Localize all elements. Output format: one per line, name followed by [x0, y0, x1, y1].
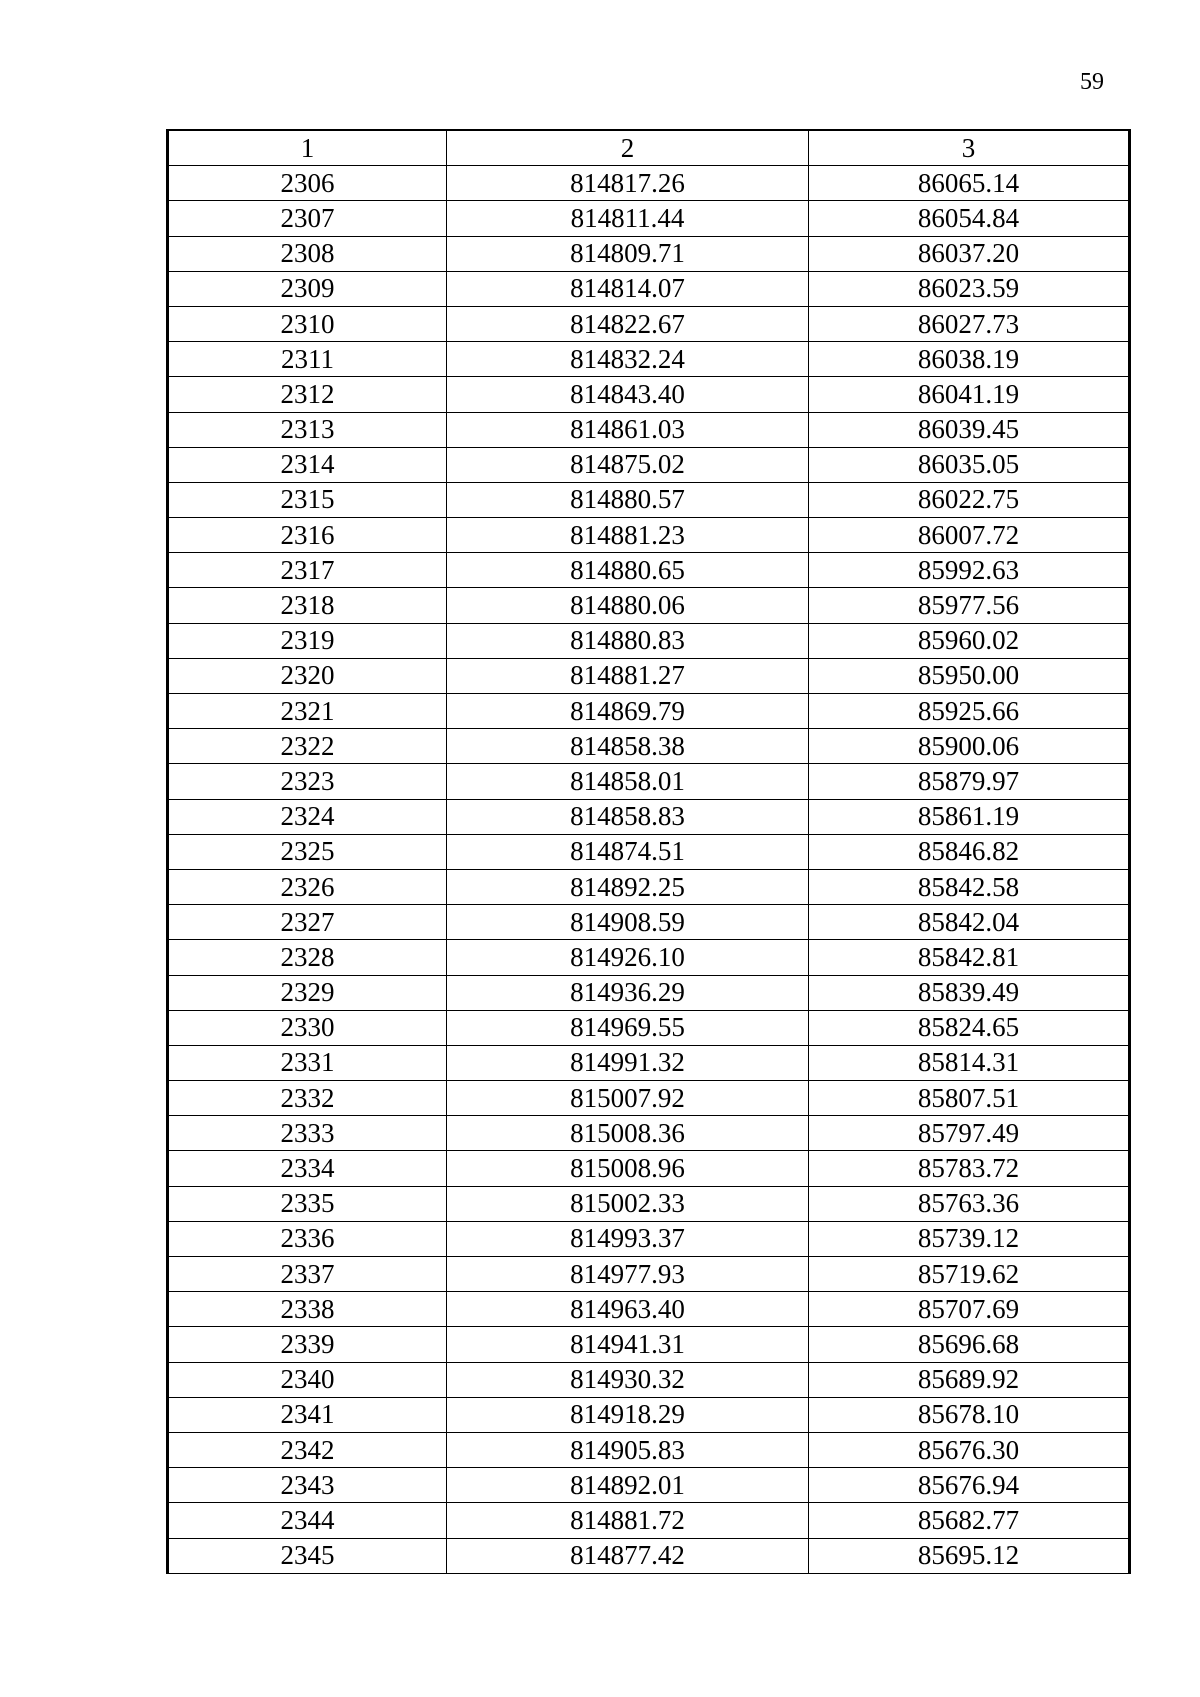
- x-coordinate-cell: 814869.79: [447, 694, 809, 729]
- x-coordinate-cell: 814881.23: [447, 518, 809, 553]
- x-coordinate-cell: 814875.02: [447, 447, 809, 482]
- table-row: [168, 447, 1130, 482]
- x-coordinate-cell: 814892.01: [447, 1468, 809, 1503]
- point-number-cell: 2322: [168, 729, 447, 764]
- y-coordinate-cell: 85696.68: [809, 1327, 1130, 1362]
- x-coordinate-cell: 814858.01: [447, 764, 809, 799]
- x-coordinate-cell: 815008.96: [447, 1151, 809, 1186]
- x-coordinate-cell: 814877.42: [447, 1538, 809, 1573]
- table-row: [168, 1151, 1130, 1186]
- table-row: [168, 940, 1130, 975]
- x-coordinate-cell: 814892.25: [447, 869, 809, 904]
- y-coordinate-cell: 85814.31: [809, 1045, 1130, 1080]
- x-coordinate-cell: 814941.31: [447, 1327, 809, 1362]
- x-coordinate-cell: 814969.55: [447, 1010, 809, 1045]
- table-row: [168, 482, 1130, 517]
- table-row: [168, 412, 1130, 447]
- x-coordinate-cell: 815002.33: [447, 1186, 809, 1221]
- y-coordinate-cell: 86039.45: [809, 412, 1130, 447]
- y-coordinate-cell: 86035.05: [809, 447, 1130, 482]
- table-row: [168, 834, 1130, 869]
- y-coordinate-cell: 85842.81: [809, 940, 1130, 975]
- x-coordinate-cell: 814908.59: [447, 905, 809, 940]
- x-coordinate-cell: 814936.29: [447, 975, 809, 1010]
- table-row: [168, 342, 1130, 377]
- point-number-cell: 2336: [168, 1221, 447, 1256]
- point-number-cell: 2317: [168, 553, 447, 588]
- point-number-cell: 2310: [168, 306, 447, 341]
- y-coordinate-cell: 85707.69: [809, 1292, 1130, 1327]
- table-row: [168, 1257, 1130, 1292]
- point-number-cell: 2339: [168, 1327, 447, 1362]
- y-coordinate-cell: 85839.49: [809, 975, 1130, 1010]
- y-coordinate-cell: 86027.73: [809, 306, 1130, 341]
- page-number: 59: [1080, 69, 1104, 95]
- table-row: [168, 1432, 1130, 1467]
- x-coordinate-cell: 814858.38: [447, 729, 809, 764]
- x-coordinate-cell: 814811.44: [447, 201, 809, 236]
- table-row: [168, 1186, 1130, 1221]
- table-row: [168, 623, 1130, 658]
- table-row: [168, 201, 1130, 236]
- column-header-1: 1: [168, 130, 447, 166]
- point-number-cell: 2311: [168, 342, 447, 377]
- x-coordinate-cell: 814809.71: [447, 236, 809, 271]
- point-number-cell: 2338: [168, 1292, 447, 1327]
- point-number-cell: 2309: [168, 271, 447, 306]
- table-row: [168, 236, 1130, 271]
- x-coordinate-cell: 814880.83: [447, 623, 809, 658]
- point-number-cell: 2306: [168, 166, 447, 201]
- x-coordinate-cell: 814880.06: [447, 588, 809, 623]
- x-coordinate-cell: 814822.67: [447, 306, 809, 341]
- table-row: [168, 588, 1130, 623]
- point-number-cell: 2324: [168, 799, 447, 834]
- point-number-cell: 2341: [168, 1397, 447, 1432]
- point-number-cell: 2334: [168, 1151, 447, 1186]
- y-coordinate-cell: 85763.36: [809, 1186, 1130, 1221]
- y-coordinate-cell: 86041.19: [809, 377, 1130, 412]
- x-coordinate-cell: 814843.40: [447, 377, 809, 412]
- y-coordinate-cell: 85960.02: [809, 623, 1130, 658]
- point-number-cell: 2330: [168, 1010, 447, 1045]
- point-number-cell: 2326: [168, 869, 447, 904]
- x-coordinate-cell: 814817.26: [447, 166, 809, 201]
- y-coordinate-cell: 86038.19: [809, 342, 1130, 377]
- point-number-cell: 2313: [168, 412, 447, 447]
- y-coordinate-cell: 85676.94: [809, 1468, 1130, 1503]
- y-coordinate-cell: 85783.72: [809, 1151, 1130, 1186]
- x-coordinate-cell: 815007.92: [447, 1081, 809, 1116]
- y-coordinate-cell: 85682.77: [809, 1503, 1130, 1538]
- point-number-cell: 2332: [168, 1081, 447, 1116]
- y-coordinate-cell: 85824.65: [809, 1010, 1130, 1045]
- x-coordinate-cell: 814880.65: [447, 553, 809, 588]
- table-row: [168, 694, 1130, 729]
- point-number-cell: 2318: [168, 588, 447, 623]
- x-coordinate-cell: 814926.10: [447, 940, 809, 975]
- column-header-2: 2: [447, 130, 809, 166]
- table-row: [168, 975, 1130, 1010]
- table-row: [168, 905, 1130, 940]
- x-coordinate-cell: 814905.83: [447, 1432, 809, 1467]
- table-row: [168, 1538, 1130, 1573]
- point-number-cell: 2319: [168, 623, 447, 658]
- x-coordinate-cell: 814930.32: [447, 1362, 809, 1397]
- x-coordinate-cell: 814880.57: [447, 482, 809, 517]
- table-row: [168, 1468, 1130, 1503]
- x-coordinate-cell: 814814.07: [447, 271, 809, 306]
- point-number-cell: 2321: [168, 694, 447, 729]
- table-row: [168, 306, 1130, 341]
- x-coordinate-cell: 814832.24: [447, 342, 809, 377]
- table-row: [168, 553, 1130, 588]
- point-number-cell: 2327: [168, 905, 447, 940]
- point-number-cell: 2335: [168, 1186, 447, 1221]
- point-number-cell: 2315: [168, 482, 447, 517]
- point-number-cell: 2307: [168, 201, 447, 236]
- y-coordinate-cell: 86037.20: [809, 236, 1130, 271]
- point-number-cell: 2323: [168, 764, 447, 799]
- point-number-cell: 2328: [168, 940, 447, 975]
- table-row: [168, 271, 1130, 306]
- x-coordinate-cell: 815008.36: [447, 1116, 809, 1151]
- x-coordinate-cell: 814874.51: [447, 834, 809, 869]
- table-row: [168, 1397, 1130, 1432]
- table-row: [168, 1292, 1130, 1327]
- point-number-cell: 2343: [168, 1468, 447, 1503]
- table-row: [168, 1081, 1130, 1116]
- table-row: [168, 1327, 1130, 1362]
- table-body: [168, 166, 1130, 1574]
- y-coordinate-cell: 85719.62: [809, 1257, 1130, 1292]
- y-coordinate-cell: 85925.66: [809, 694, 1130, 729]
- table-row: [168, 1362, 1130, 1397]
- y-coordinate-cell: 85842.58: [809, 869, 1130, 904]
- table-header-row: [168, 130, 1130, 166]
- x-coordinate-cell: 814858.83: [447, 799, 809, 834]
- y-coordinate-cell: 86023.59: [809, 271, 1130, 306]
- point-number-cell: 2345: [168, 1538, 447, 1573]
- table-row: [168, 166, 1130, 201]
- table-row: [168, 1503, 1130, 1538]
- point-number-cell: 2340: [168, 1362, 447, 1397]
- table-row: [168, 869, 1130, 904]
- x-coordinate-cell: 814918.29: [447, 1397, 809, 1432]
- y-coordinate-cell: 85900.06: [809, 729, 1130, 764]
- x-coordinate-cell: 814861.03: [447, 412, 809, 447]
- point-number-cell: 2320: [168, 658, 447, 693]
- x-coordinate-cell: 814881.27: [447, 658, 809, 693]
- y-coordinate-cell: 85678.10: [809, 1397, 1130, 1432]
- table-row: [168, 1045, 1130, 1080]
- point-number-cell: 2325: [168, 834, 447, 869]
- table-row: [168, 377, 1130, 412]
- point-number-cell: 2342: [168, 1432, 447, 1467]
- y-coordinate-cell: 85861.19: [809, 799, 1130, 834]
- y-coordinate-cell: 85689.92: [809, 1362, 1130, 1397]
- y-coordinate-cell: 85846.82: [809, 834, 1130, 869]
- point-number-cell: 2337: [168, 1257, 447, 1292]
- table-row: [168, 729, 1130, 764]
- y-coordinate-cell: 85807.51: [809, 1081, 1130, 1116]
- point-number-cell: 2308: [168, 236, 447, 271]
- x-coordinate-cell: 814963.40: [447, 1292, 809, 1327]
- table-row: [168, 799, 1130, 834]
- y-coordinate-cell: 85992.63: [809, 553, 1130, 588]
- y-coordinate-cell: 85739.12: [809, 1221, 1130, 1256]
- point-number-cell: 2314: [168, 447, 447, 482]
- y-coordinate-cell: 85676.30: [809, 1432, 1130, 1467]
- point-number-cell: 2344: [168, 1503, 447, 1538]
- y-coordinate-cell: 86054.84: [809, 201, 1130, 236]
- point-number-cell: 2331: [168, 1045, 447, 1080]
- coordinates-table: [166, 129, 1131, 1574]
- y-coordinate-cell: 85842.04: [809, 905, 1130, 940]
- column-header-3: 3: [809, 130, 1130, 166]
- table-row: [168, 1116, 1130, 1151]
- table-row: [168, 518, 1130, 553]
- x-coordinate-cell: 814991.32: [447, 1045, 809, 1080]
- table-row: [168, 1010, 1130, 1045]
- point-number-cell: 2316: [168, 518, 447, 553]
- y-coordinate-cell: 86007.72: [809, 518, 1130, 553]
- table-row: [168, 658, 1130, 693]
- table-row: [168, 1221, 1130, 1256]
- y-coordinate-cell: 85977.56: [809, 588, 1130, 623]
- y-coordinate-cell: 85695.12: [809, 1538, 1130, 1573]
- x-coordinate-cell: 814977.93: [447, 1257, 809, 1292]
- y-coordinate-cell: 85797.49: [809, 1116, 1130, 1151]
- point-number-cell: 2329: [168, 975, 447, 1010]
- y-coordinate-cell: 85879.97: [809, 764, 1130, 799]
- point-number-cell: 2333: [168, 1116, 447, 1151]
- y-coordinate-cell: 86022.75: [809, 482, 1130, 517]
- y-coordinate-cell: 85950.00: [809, 658, 1130, 693]
- y-coordinate-cell: 86065.14: [809, 166, 1130, 201]
- table-row: [168, 764, 1130, 799]
- x-coordinate-cell: 814993.37: [447, 1221, 809, 1256]
- point-number-cell: 2312: [168, 377, 447, 412]
- x-coordinate-cell: 814881.72: [447, 1503, 809, 1538]
